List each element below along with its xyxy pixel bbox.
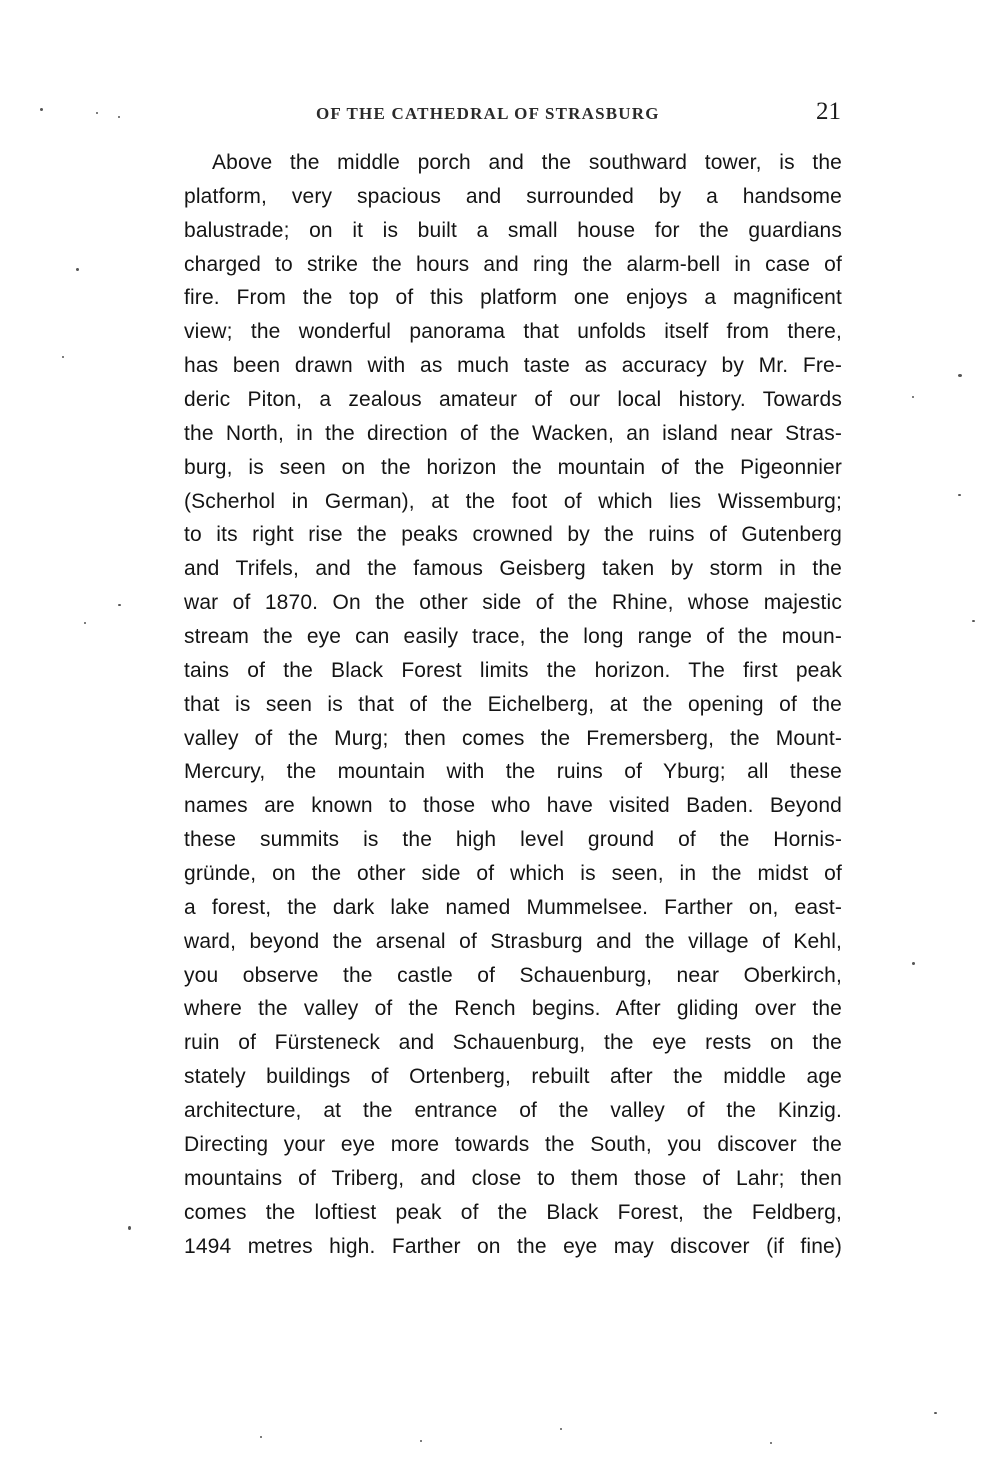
text-line: to its right rise the peaks crowned by the ruins of Gutenberg xyxy=(184,523,842,547)
text-line: comes the loftiest peak of the Black Forest, the Feldberg, xyxy=(184,1200,842,1224)
text-line: Mercury, the mountain with the ruins of Yburg; all these xyxy=(184,760,842,784)
scan-speck xyxy=(958,494,961,496)
text-line: platform, very spacious and surrounded by a handsome xyxy=(184,184,842,208)
text-line: has been drawn with as much taste as accuracy by Mr. Fre- xyxy=(184,354,842,378)
scan-speck xyxy=(420,1440,422,1442)
text-line: tains of the Black Forest limits the horizon. The first peak xyxy=(184,658,842,682)
text-line: burg, is seen on the horizon the mountain of the Pigeonnier xyxy=(184,455,842,479)
scan-speck xyxy=(96,112,98,114)
scan-speck xyxy=(76,268,79,271)
scan-speck xyxy=(62,356,64,358)
text-line: and Trifels, and the famous Geisberg taken by storm in the xyxy=(184,557,842,581)
text-line: (Scherhol in German), at the foot of which lies Wissemburg; xyxy=(184,489,842,513)
text-line: fire. From the top of this platform one enjoys a magnificent xyxy=(184,286,842,310)
text-line: view; the wonderful panorama that unfolds itself from there, xyxy=(184,320,842,344)
scan-speck xyxy=(958,374,962,377)
text-line: charged to strike the hours and ring the alarm-bell in case of xyxy=(184,252,842,276)
text-line: gründe, on the other side of which is seen, in the midst of xyxy=(184,862,842,886)
text-line: 1494 metres high. Farther on the eye may discover (if fine) xyxy=(184,1234,842,1258)
text-line: ruin of Fürsteneck and Schauenburg, the eye rests on the xyxy=(184,1031,842,1055)
scan-speck xyxy=(560,1428,562,1430)
scan-speck xyxy=(260,1436,262,1438)
text-line: names are known to those who have visited Baden. Beyond xyxy=(184,794,842,818)
text-line: war of 1870. On the other side of the Rhine, whose majestic xyxy=(184,591,842,615)
text-line: stately buildings of Ortenberg, rebuilt after the middle age xyxy=(184,1065,842,1089)
text-line: these summits is the high level ground of the Hornis- xyxy=(184,828,842,852)
body-text xyxy=(184,146,842,1263)
text-line: a forest, the dark lake named Mummelsee. Farther on, east- xyxy=(184,895,842,919)
scan-speck xyxy=(972,620,975,622)
text-line: balustrade; on it is built a small house for the guardians xyxy=(184,218,842,242)
scan-speck xyxy=(118,116,120,118)
scan-speck xyxy=(912,962,915,965)
text-line: mountains of Triberg, and close to them those of Lahr; then xyxy=(184,1166,842,1190)
text-line: the North, in the direction of the Wacken, an island near Stras- xyxy=(184,421,842,445)
scan-speck xyxy=(934,1412,937,1414)
scan-speck xyxy=(40,108,43,111)
running-title: OF THE CATHEDRAL OF STRASBURG xyxy=(316,104,660,123)
scan-speck xyxy=(128,1226,131,1230)
scan-speck xyxy=(84,622,86,624)
text-line: architecture, at the entrance of the valley of the Kinzig. xyxy=(184,1099,842,1123)
text-line: deric Piton, a zealous amateur of our local history. Towards xyxy=(184,388,842,412)
page-number: 21 xyxy=(816,98,841,125)
text-line: Directing your eye more towards the South, you discover the xyxy=(184,1132,842,1156)
text-line: that is seen is that of the Eichelberg, at the opening of the xyxy=(184,692,842,716)
scan-speck xyxy=(118,604,121,606)
text-line: stream the eye can easily trace, the long range of the moun- xyxy=(184,625,842,649)
text-line: where the valley of the Rench begins. After gliding over the xyxy=(184,997,842,1021)
text-line: ward, beyond the arsenal of Strasburg and the village of Kehl, xyxy=(184,929,842,953)
scan-speck xyxy=(912,396,914,398)
text-line: Above the middle porch and the southward tower, is the xyxy=(212,151,842,174)
scan-speck xyxy=(770,1442,772,1444)
text-line: valley of the Murg; then comes the Fremersberg, the Mount- xyxy=(184,726,842,750)
text-line: you observe the castle of Schauenburg, near Oberkirch, xyxy=(184,963,842,987)
